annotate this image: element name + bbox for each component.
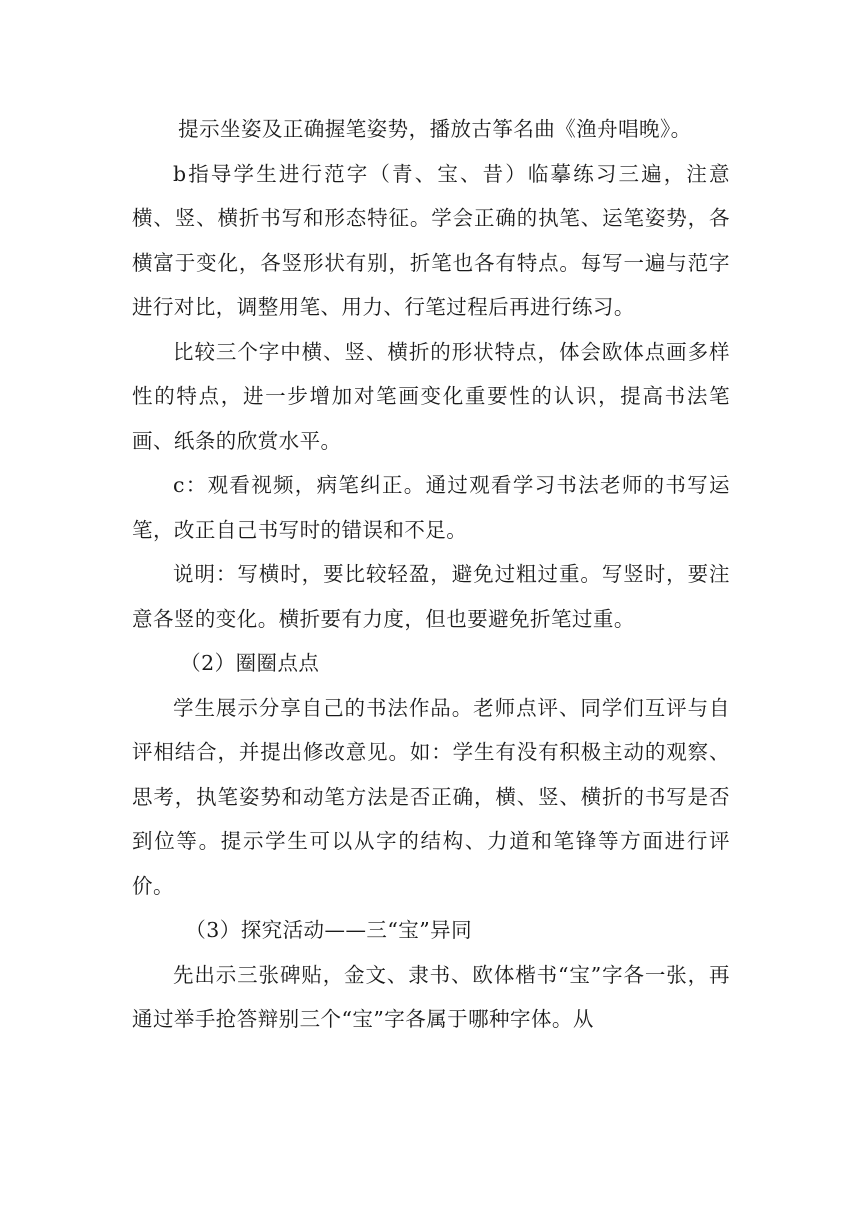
paragraph-student-showcase: 学生展示分享自己的书法作品。老师点评、同学们互评与自评相结合，并提出修改意见。如：学生有没有积极主动的观察、思考，执笔姿势和动笔方法是否正确，横、竖、横折的书写是否到位等。提示学生可以从字的结构、力道和笔锋等方面进行评价。	[132, 695, 730, 898]
paragraph-copy-practice: b指导学生进行范字（青、宝、昔）临摹练习三遍，注意横、竖、横折书写和形态特征。学会正确的执笔、运笔姿势，各横富于变化，各竖形状有别，折笔也各有特点。每写一遍与范字进行对比，调整用笔、用力、行笔过程后再进行练习。	[132, 161, 730, 319]
document-body	[132, 107, 730, 1042]
paragraph-stele-rubbings: 先出示三张碑贴，金文、隶书、欧体楷书“宝”字各一张，再通过举手抢答辩别三个“宝”字各属于哪种字体。从	[132, 962, 730, 1031]
section-heading-circle-dots: （2）圈圈点点	[180, 651, 320, 675]
paragraph-posture-music: 提示坐姿及正确握笔姿势，播放古筝名曲《渔舟唱晚》。	[178, 117, 692, 141]
paragraph-explanation: 说明：写横时，要比较轻盈，避免过粗过重。写竖时，要注意各竖的变化。横折要有力度，但也要避免折笔过重。	[132, 562, 730, 631]
paragraph-watch-video: c：观看视频，病笔纠正。通过观看学习书法老师的书写运笔，改正自己书写时的错误和不足。	[132, 473, 730, 542]
section-heading-explore-activity: （3）探究活动——三“宝”异同	[185, 918, 473, 942]
paragraph-stroke-comparison: 比较三个字中横、竖、横折的形状特点，体会欧体点画多样性的特点，进一步增加对笔画变化重要性的认识，提高书法笔画、纸条的欣赏水平。	[132, 339, 730, 453]
